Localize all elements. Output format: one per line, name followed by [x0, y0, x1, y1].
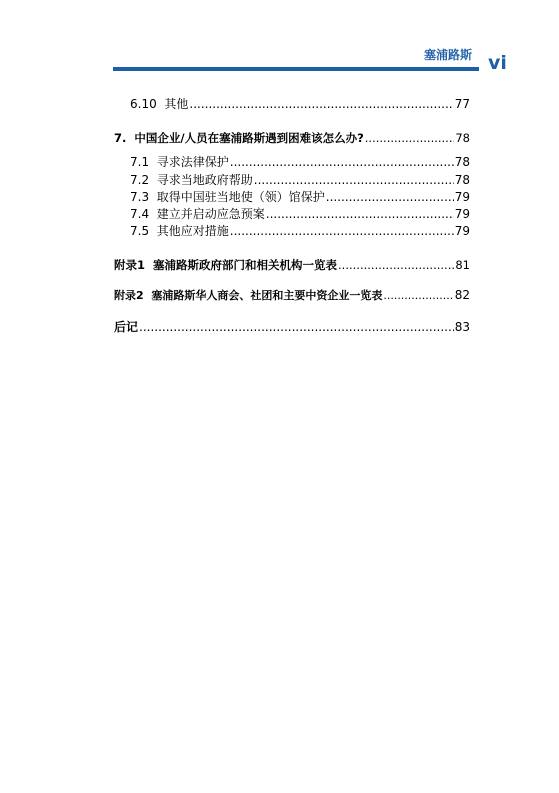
- toc-leader-dots: [254, 173, 454, 188]
- toc-entry-title: 其他应对措施: [156, 224, 229, 238]
- toc-entry-page: 78: [454, 155, 470, 169]
- toc-entry-number: 7.1: [130, 155, 150, 169]
- toc-entry-number: 7.4: [130, 207, 150, 221]
- toc-entry-6-10[interactable]: [130, 97, 470, 112]
- toc-entry-title: 取得中国驻当地使（领）馆保护: [156, 190, 325, 204]
- toc-entry-7-2[interactable]: [130, 173, 470, 188]
- toc-entry-title: 寻求当地政府帮助: [156, 173, 253, 187]
- toc-leader-dots: [230, 224, 454, 239]
- toc-leader-dots: [139, 320, 454, 335]
- toc-entry-number: 7.: [114, 131, 127, 145]
- toc-leader-dots: [266, 207, 454, 222]
- toc-leader-dots: [326, 190, 454, 205]
- toc-entry-page: 79: [454, 190, 470, 204]
- toc-entry-number: 7.5: [130, 224, 150, 238]
- running-header-title: 塞浦路斯: [423, 48, 472, 62]
- toc-entry-afterword[interactable]: [114, 320, 470, 335]
- toc-entry-number: 7.2: [130, 173, 150, 187]
- toc-entry-page: 83: [454, 320, 470, 334]
- toc-entry-title: 其他: [164, 97, 189, 111]
- toc-entry-7-4[interactable]: [130, 207, 470, 222]
- toc-entry-appendix-1[interactable]: [114, 258, 470, 273]
- toc-entry-page: 78: [455, 131, 470, 145]
- toc-leader-dots: [338, 258, 454, 273]
- toc-entry-title: 建立并启动应急预案: [156, 207, 265, 221]
- toc-entry-page: 78: [454, 173, 470, 187]
- toc-entry-chapter-7[interactable]: [114, 131, 470, 146]
- toc-entry-title: 后记: [114, 320, 139, 334]
- toc-entry-number: 附录2: [114, 289, 144, 302]
- toc-entry-7-1[interactable]: [130, 155, 470, 170]
- toc-entry-title: 塞浦路斯华人商会、社团和主要中资企业一览表: [151, 289, 383, 302]
- toc-entry-title: 塞浦路斯政府部门和相关机构一览表: [153, 258, 338, 272]
- toc-entry-page: 81: [455, 258, 470, 272]
- toc-leader-dots: [230, 155, 454, 170]
- toc-entry-appendix-2[interactable]: [114, 288, 470, 303]
- toc-entry-page: 79: [454, 207, 470, 221]
- toc-leader-dots: [189, 97, 453, 112]
- toc-entry-7-5[interactable]: [130, 224, 470, 239]
- toc-leader-dots: [365, 131, 455, 146]
- toc-entry-number: 6.10: [130, 97, 157, 111]
- toc-entry-page: 77: [454, 97, 470, 111]
- toc-entry-page: 79: [454, 224, 470, 238]
- toc-entry-page: 82: [454, 288, 470, 302]
- toc-entry-7-3[interactable]: [130, 190, 470, 205]
- toc-leader-dots: [383, 288, 453, 303]
- toc-entry-title: 寻求法律保护: [156, 155, 229, 169]
- page-number: vi: [488, 52, 507, 74]
- toc-entry-number: 7.3: [130, 190, 150, 204]
- toc-entry-title: 中国企业/人员在塞浦路斯遇到困难该怎么办?: [134, 131, 364, 145]
- toc-entry-number: 附录1: [114, 258, 146, 272]
